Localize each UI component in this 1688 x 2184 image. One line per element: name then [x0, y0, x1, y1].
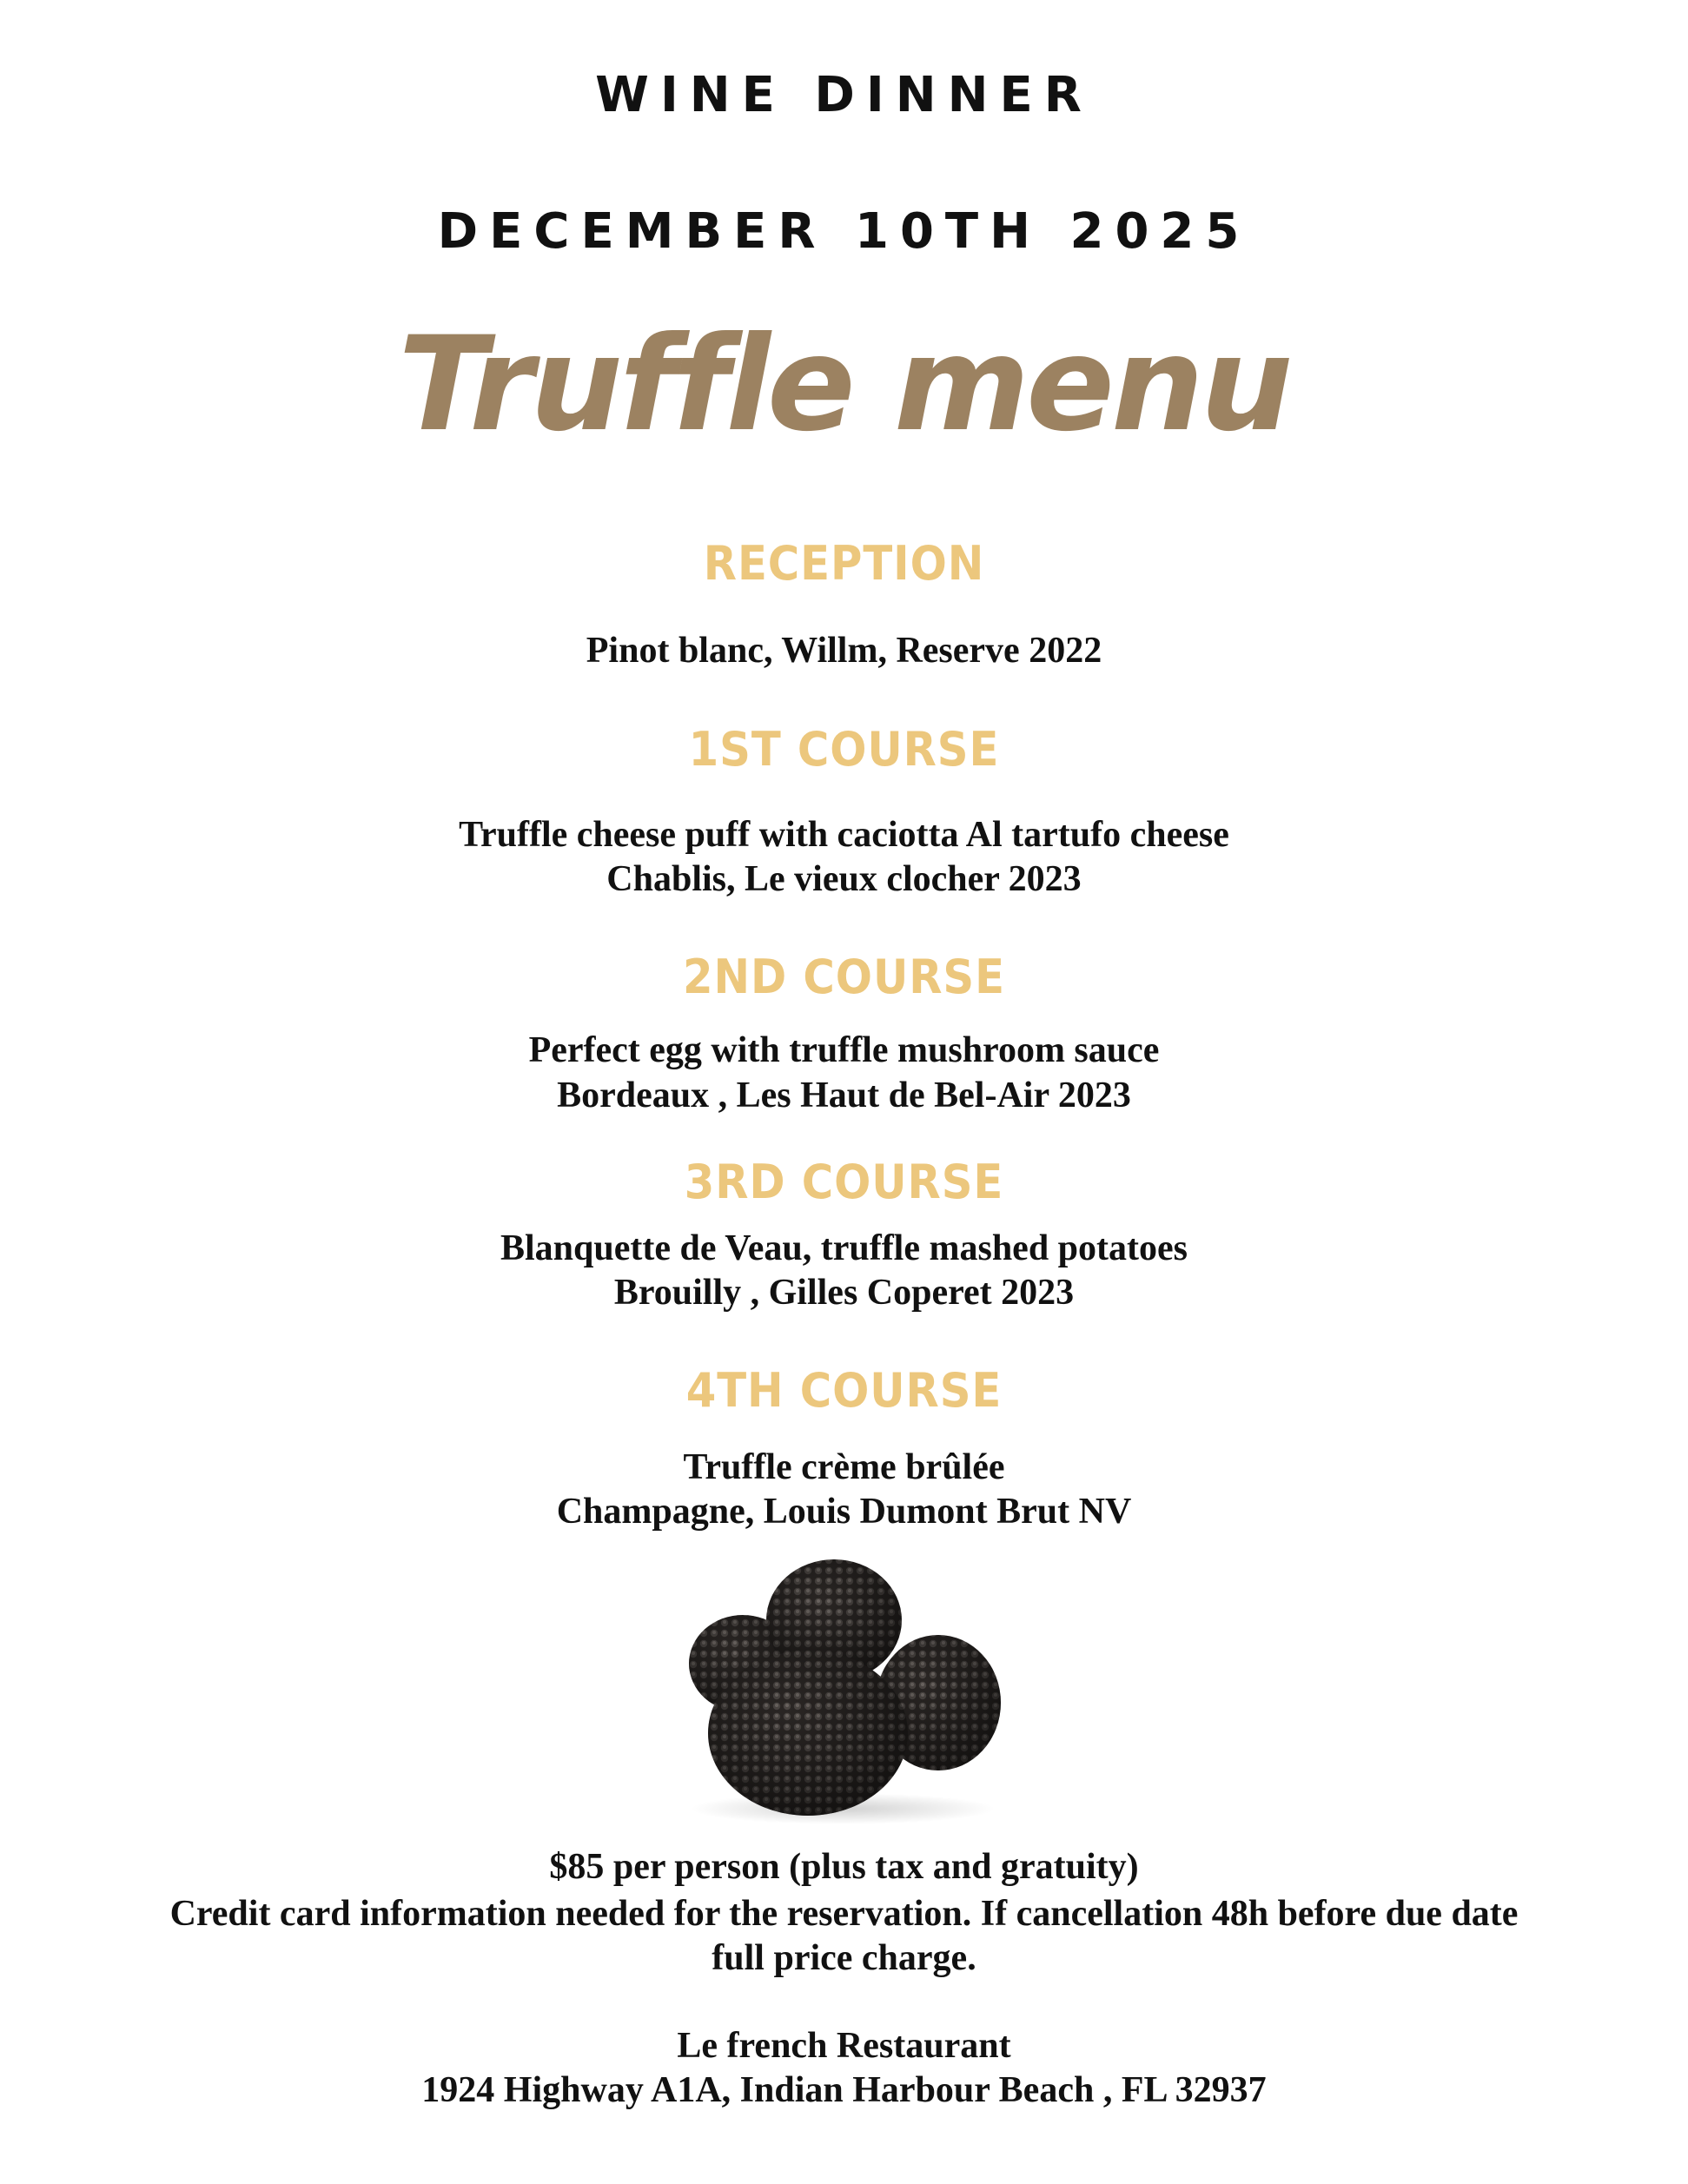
course-1-dish: Truffle cheese puff with caciotta Al tartufo cheese: [459, 815, 1229, 855]
event-label: WINE DINNER: [595, 67, 1093, 123]
course-2-wine: Bordeaux , Les Haut de Bel-Air 2023: [557, 1075, 1131, 1115]
policy-line-1: Credit card information needed for the reservation. If cancellation 48h before due date: [169, 1894, 1519, 1934]
truffle-front: [708, 1651, 908, 1816]
course-2-dish: Perfect egg with truffle mushroom sauce: [528, 1030, 1160, 1070]
policy-line-2: full price charge.: [712, 1938, 976, 1978]
course-3-dish: Blanquette de Veau, truffle mashed potatoes: [500, 1228, 1188, 1268]
section-reception-heading: RECEPTION: [703, 536, 985, 591]
course-1-wine: Chablis, Le vieux clocher 2023: [606, 859, 1082, 899]
course-3-wine: Brouilly , Gilles Coperet 2023: [613, 1273, 1075, 1313]
section-2nd-course-heading: 2ND COURSE: [683, 950, 1005, 1004]
event-date: DECEMBER 10TH 2025: [437, 203, 1251, 260]
restaurant-address: 1924 Highway A1A, Indian Harbour Beach , FL 32937: [421, 2070, 1267, 2110]
course-4-dish: Truffle crème brûlée: [683, 1447, 1005, 1487]
price-line: $85 per person (plus tax and gratuity): [549, 1847, 1139, 1887]
section-3rd-course-heading: 3RD COURSE: [684, 1155, 1004, 1209]
course-4-wine: Champagne, Louis Dumont Brut NV: [556, 1492, 1132, 1532]
restaurant-name: Le french Restaurant: [677, 2026, 1011, 2066]
section-1st-course-heading: 1ST COURSE: [688, 722, 1000, 777]
section-4th-course-heading: 4TH COURSE: [685, 1363, 1003, 1418]
truffle-image: [678, 1555, 1008, 1824]
reception-wine: Pinot blanc, Willm, Reserve 2022: [586, 631, 1102, 671]
menu-title: Truffle menu: [398, 309, 1290, 460]
